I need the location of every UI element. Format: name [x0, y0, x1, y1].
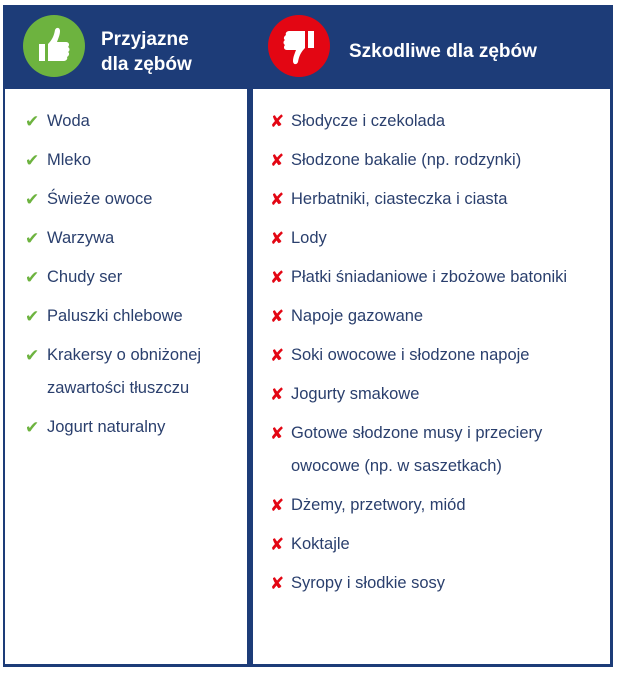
item-label: Soki owocowe i słodzone napoje: [291, 346, 530, 364]
list-item: [5, 411, 247, 450]
list-item: [253, 417, 610, 489]
item-label: Słodycze i czekolada: [291, 112, 446, 130]
item-label: Słodzone bakalie (np. rodzynki): [291, 151, 522, 169]
item-label: Chudy ser: [47, 268, 123, 286]
list-item: [5, 144, 247, 183]
tooth-harmful-column: [251, 5, 613, 667]
item-label: Jogurty smakowe: [291, 385, 420, 403]
item-label: Gotowe słodzone musy i przeciery owocowe (np. w saszetkach): [291, 424, 543, 475]
cross-icon: ✘: [270, 190, 285, 209]
tooth-harmful-title: Szkodliwe dla zębów: [349, 41, 537, 62]
list-item: [253, 300, 610, 339]
item-label: Mleko: [47, 151, 92, 169]
cross-icon: ✘: [270, 229, 285, 248]
list-item: [253, 489, 610, 528]
tooth-harmful-body: [253, 89, 610, 664]
list-item: [253, 183, 610, 222]
cross-icon: ✘: [270, 574, 285, 593]
cross-icon: ✘: [270, 151, 285, 170]
item-label: Jogurt naturalny: [47, 418, 166, 436]
check-icon: ✔: [25, 418, 40, 437]
item-label: Herbatniki, ciasteczka i ciasta: [291, 190, 508, 208]
item-label: Warzywa: [47, 229, 115, 247]
cross-icon: ✘: [270, 496, 285, 515]
check-icon: ✔: [25, 346, 40, 365]
item-label: Syropy i słodkie sosy: [291, 574, 446, 592]
cross-icon: ✘: [270, 424, 285, 443]
item-label: Woda: [47, 112, 90, 130]
list-item: [5, 300, 247, 339]
thumbs-down-icon: [268, 15, 330, 77]
teeth-food-table: [3, 5, 613, 667]
tooth-friendly-title-line2: dla zębów: [101, 54, 192, 75]
list-item: [5, 105, 247, 144]
tooth-friendly-body: [5, 89, 247, 664]
check-icon: ✔: [25, 190, 40, 209]
tooth-friendly-header: [3, 5, 247, 85]
item-label: Dżemy, przetwory, miód: [291, 496, 466, 514]
list-item: [253, 339, 610, 378]
check-icon: ✔: [25, 112, 40, 131]
item-label: Świeże owoce: [47, 190, 153, 208]
cross-icon: ✘: [270, 535, 285, 554]
item-label: Krakersy o obniżonej zawartości tłuszczu: [47, 346, 202, 397]
item-label: Lody: [291, 229, 327, 247]
list-item: [253, 144, 610, 183]
check-icon: ✔: [25, 268, 40, 287]
check-icon: ✔: [25, 307, 40, 326]
tooth-friendly-title: [101, 27, 241, 77]
item-label: Koktajle: [291, 535, 350, 553]
list-item: [253, 105, 610, 144]
list-item: [253, 261, 610, 300]
check-icon: ✔: [25, 229, 40, 248]
item-label: Płatki śniadaniowe i zbożowe batoniki: [291, 268, 568, 286]
list-item: [253, 222, 610, 261]
cross-icon: ✘: [270, 307, 285, 326]
tooth-friendly-column: [3, 5, 247, 667]
cross-icon: ✘: [270, 385, 285, 404]
thumbs-up-icon: [23, 15, 85, 77]
list-item: [5, 222, 247, 261]
tooth-harmful-list: [253, 105, 610, 606]
cross-icon: ✘: [270, 346, 285, 365]
cross-icon: ✘: [270, 112, 285, 131]
item-label: Napoje gazowane: [291, 307, 424, 325]
cross-icon: ✘: [270, 268, 285, 287]
list-item: [253, 528, 610, 567]
list-item: [5, 261, 247, 300]
list-item: [5, 339, 247, 411]
check-icon: ✔: [25, 151, 40, 170]
tooth-harmful-header: [251, 5, 613, 85]
list-item: [253, 567, 610, 606]
item-label: Paluszki chlebowe: [47, 307, 183, 325]
tooth-friendly-list: [5, 105, 247, 450]
list-item: [5, 183, 247, 222]
list-item: [253, 378, 610, 417]
tooth-friendly-title-line1: Przyjazne: [101, 29, 189, 50]
